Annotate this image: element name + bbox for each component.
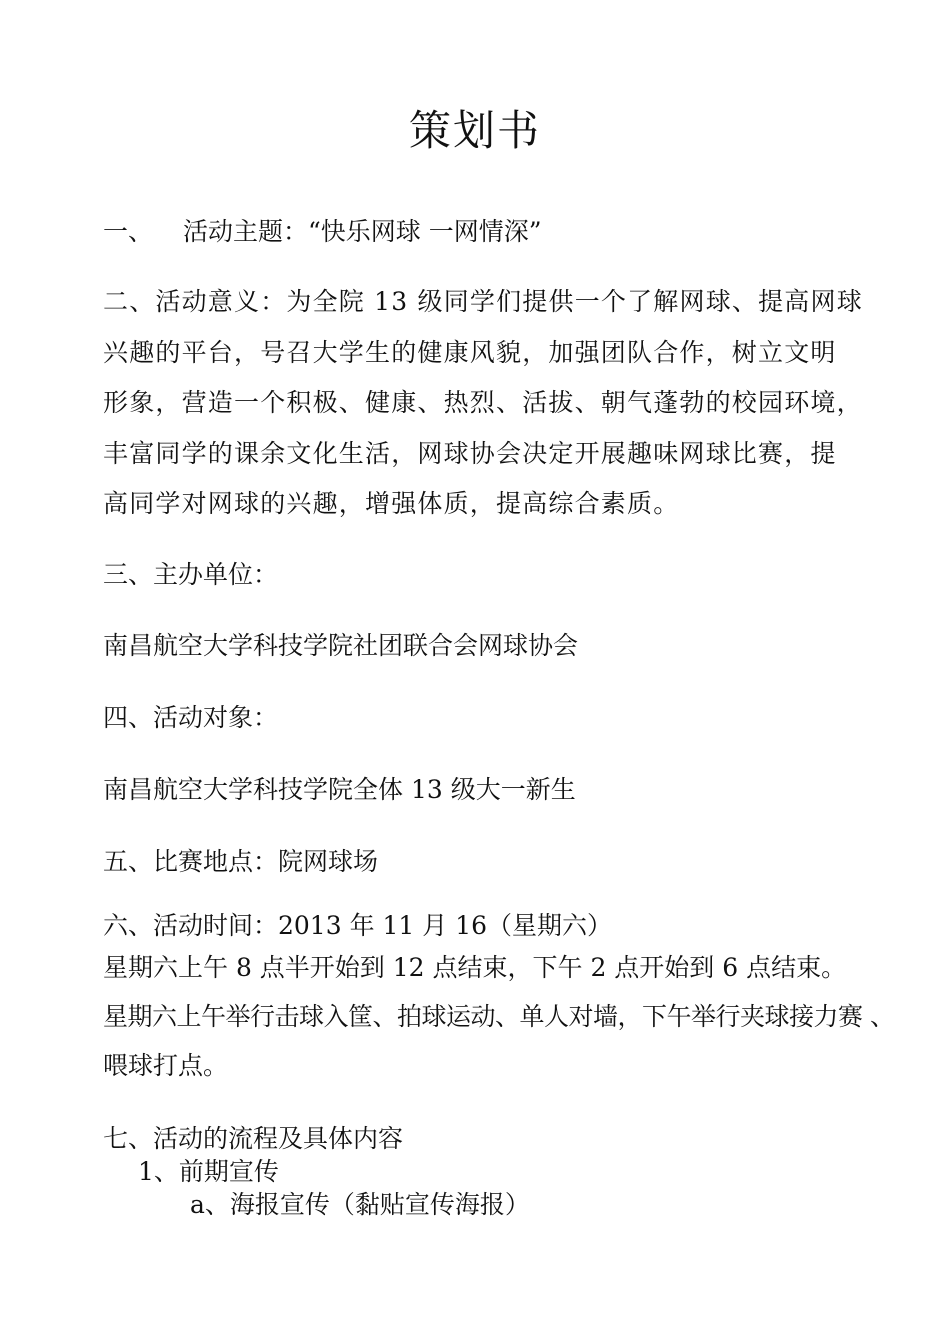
section-3-content: 南昌航空大学科技学院社团联合会网球协会 bbox=[103, 631, 579, 660]
section-2-significance bbox=[103, 277, 863, 530]
section-4-content: 南昌航空大学科技学院全体 13 级大一新生 bbox=[103, 775, 576, 804]
section-1-number: 一、 bbox=[103, 217, 154, 246]
section-6-schedule: 星期六上午 8 点半开始到 12 点结束，下午 2 点开始到 6 点结束。 bbox=[103, 953, 847, 982]
section-7-sub-1a: a、海报宣传（黏贴宣传海报） bbox=[190, 1190, 530, 1219]
section-4-heading: 四、活动对象： bbox=[103, 703, 279, 732]
section-6-events-cont: 喂球打点。 bbox=[103, 1051, 229, 1080]
section-2-line: 丰富同学的课余文化生活，网球协会决定开展趣味网球比赛，提 bbox=[103, 438, 837, 468]
section-3-heading: 三、主办单位： bbox=[103, 560, 279, 589]
section-2-line: 形象，营造一个积极、健康、热烈、活拔、朝气蓬勃的校园环境， bbox=[103, 388, 863, 417]
section-5-location: 五、比赛地点：院网球场 bbox=[103, 847, 379, 876]
document-title: 策划书 bbox=[408, 106, 541, 155]
section-2-line: 兴趣的平台，号召大学生的健康风貌，加强团队合作，树立文明 bbox=[103, 337, 837, 367]
section-6-events: 星期六上午举行击球入筐、拍球运动、单人对墙，下午举行夹球接力赛 、 bbox=[103, 1002, 895, 1031]
section-7-sub-1: 1、前期宣传 bbox=[138, 1157, 279, 1186]
section-6-heading: 六、活动时间：2013 年 11 月 16（星期六） bbox=[103, 911, 613, 940]
section-1-text: 活动主题：“快乐网球 一网情深” bbox=[183, 217, 542, 246]
section-2-line: 高同学对网球的兴趣，增强体质，提高综合素质。 bbox=[103, 489, 680, 518]
section-7-heading: 七、活动的流程及具体内容 bbox=[103, 1124, 404, 1153]
section-2-line: 二、活动意义：为全院 13 级同学们提供一个了解网球、提高网球 bbox=[103, 287, 863, 316]
section-1-theme bbox=[103, 215, 542, 249]
